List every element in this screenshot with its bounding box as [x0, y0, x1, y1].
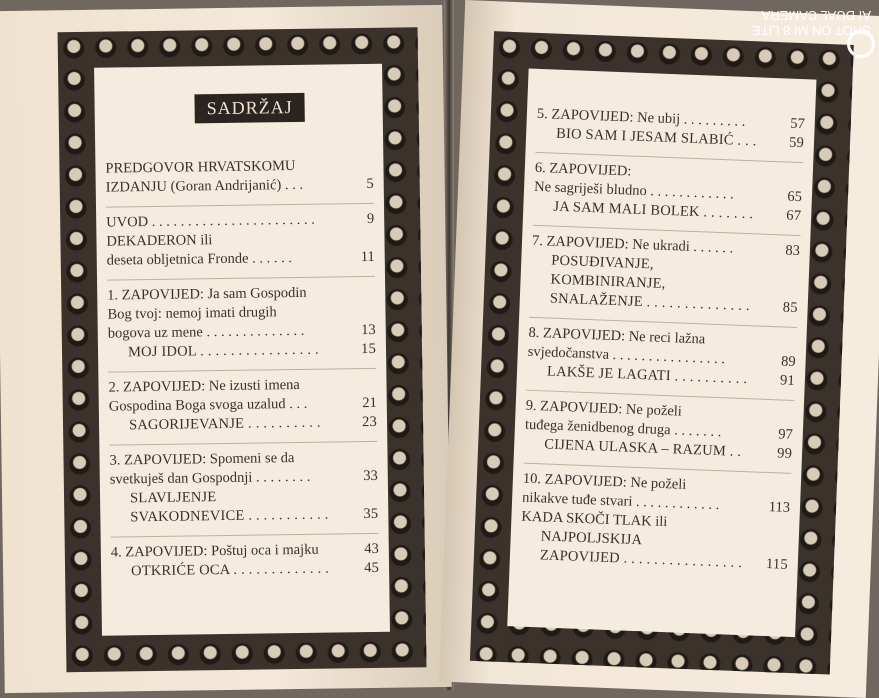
toc-entry: [107, 283, 376, 363]
entry-divider: [109, 441, 377, 446]
toc-page-number: [355, 283, 375, 302]
toc-line-text: POSUĐIVANJE,: [551, 252, 654, 273]
toc-page-number: 9: [366, 210, 375, 227]
entry-divider: [106, 203, 374, 208]
entry-divider: [111, 533, 379, 538]
toc-line-text: OTKRIĆE OCA . . . . . . . . . . . . .: [130, 560, 330, 580]
toc-line-text: IZDANJU (Goran Andrijanić) . . .: [105, 176, 304, 196]
toc-line-text: nikakve tuđe stvari . . . . . . . . . . . .: [521, 489, 720, 514]
toc-page-number: 5: [366, 175, 374, 192]
toc-line-text: KOMBINIRANJE,: [550, 271, 666, 292]
toc-line-text: 2. ZAPOVIJED: Ne izusti imena: [108, 376, 300, 396]
toc-line-text: BIO SAM I JESAM SLABIĆ . . .: [555, 125, 757, 150]
toc-line-text: bogova uz mene . . . . . . . . . . . . . .: [107, 322, 305, 342]
toc-page-number: 57: [789, 115, 806, 133]
toc-entry: [533, 159, 803, 226]
toc-line-text: NAJPOLJSKIJA: [540, 528, 643, 549]
toc-panel: [94, 64, 390, 636]
toc-page-number: 97: [777, 426, 794, 443]
toc-page-number: [354, 229, 374, 248]
toc-page-number: [769, 517, 790, 537]
toc-page-number: 59: [788, 134, 805, 152]
toc-line: [109, 413, 377, 436]
toc-page-number: 85: [782, 299, 798, 317]
toc-page-number: 43: [364, 540, 379, 558]
toc-page-number: 23: [362, 413, 378, 431]
toc-page-number: [768, 536, 789, 556]
page-title: SADRŽAJ: [194, 93, 304, 124]
toc-page-number: [778, 279, 799, 299]
toc-line-text: svetkuješ dan Gospodnji . . . . . . . .: [109, 468, 311, 488]
toc-entry: [520, 470, 791, 575]
toc-page-number: 33: [363, 467, 378, 485]
table-of-contents: [105, 156, 379, 591]
toc-entry: [527, 324, 797, 391]
toc-line-text: Bog tvoj: nemoj imati drugih: [107, 304, 277, 323]
toc-line-text: svjedočanstva . . . . . . . . . . . . . . . .: [527, 343, 726, 368]
toc-entry: [529, 232, 800, 318]
toc-line: [110, 505, 378, 528]
toc-page-number: [770, 479, 791, 499]
toc-entry: [536, 105, 805, 153]
toc-entry: [524, 397, 794, 464]
toc-line-text: 7. ZAPOVIJED: Ne ukradi . . . . . .: [531, 232, 734, 257]
toc-page-number: [353, 156, 373, 175]
toc-page-number: 65: [787, 188, 803, 206]
toc-page-number: [776, 333, 797, 353]
toc-page-number: [779, 260, 800, 280]
toc-entry: [109, 448, 378, 528]
toc-line-text: DEKADERON ili: [106, 232, 213, 250]
toc-entry: [108, 375, 377, 436]
toc-page-number: 91: [779, 372, 796, 389]
toc-line: [111, 559, 379, 582]
toc-page-number: 83: [785, 242, 801, 260]
toc-line-text: KADA SKOČI TLAK ili: [521, 508, 668, 531]
toc-line-text: JA SAM MALI BOLEK . . . . . . .: [553, 198, 754, 223]
left-page: [0, 5, 452, 693]
toc-line-text: PREDGOVOR HRVATSKOMU: [105, 157, 296, 177]
toc-line-text: deseta obljetnica Fronde . . . . . .: [106, 250, 293, 269]
ornamental-border: [470, 31, 854, 674]
right-page: [439, 0, 879, 698]
toc-line-text: MOJ IDOL . . . . . . . . . . . . . . . .: [127, 341, 319, 361]
toc-entry: [106, 210, 375, 271]
toc-page-number: [773, 406, 794, 426]
toc-line-text: tuđega ženidbenog druga . . . . . . .: [524, 416, 722, 441]
toc-page-number: [358, 486, 378, 505]
toc-page-number: [355, 302, 375, 321]
ornamental-border: [58, 27, 427, 672]
toc-line-text: SLAVLJENJE: [129, 489, 217, 507]
toc-line: [107, 248, 375, 271]
toc-line-text: 5. ZAPOVIJED: Ne ubij . . . . . . . . .: [536, 105, 746, 130]
toc-line-text: CIJENA ULASKA – RAZUM . .: [543, 436, 742, 460]
toc-page-number: 113: [768, 499, 791, 516]
toc-line-text: 1. ZAPOVIJED: Ja sam Gospodin: [107, 284, 307, 304]
toc-line-text: SNALAŽENJE . . . . . . . . . . . . . .: [549, 290, 751, 315]
toc-line: [108, 340, 376, 363]
toc-line-text: 4. ZAPOVIJED: Poštuj oca i majku: [110, 541, 319, 561]
toc-line-text: 8. ZAPOVIJED: Ne reci lažna: [528, 324, 706, 348]
toc-page-number: [357, 448, 377, 467]
toc-page-number: 21: [362, 394, 377, 412]
toc-page-number: 13: [361, 321, 376, 339]
watermark-line: SHOT ON MI 8 LITE: [752, 23, 871, 38]
toc-panel: [507, 69, 816, 638]
toc-line-text: ZAPOVIJED . . . . . . . . . . . . . . . .: [539, 547, 743, 572]
entry-divider: [108, 368, 376, 373]
watermark-circle-icon: [847, 30, 875, 58]
toc-page-number: 35: [363, 505, 379, 523]
table-of-contents: [519, 105, 805, 584]
toc-page-number: 115: [765, 556, 789, 573]
toc-page-number: 89: [780, 353, 796, 370]
toc-page-number: [356, 375, 376, 394]
toc-page-number: 45: [364, 559, 380, 577]
entry-divider: [107, 276, 375, 281]
toc-page-number: [782, 168, 803, 188]
toc-line: [106, 175, 374, 198]
toc-page-number: 11: [360, 248, 375, 266]
toc-line-text: 10. ZAPOVIJED: Ne poželi: [522, 470, 687, 493]
toc-line-text: SVAKODNEVICE . . . . . . . . . . .: [130, 506, 329, 526]
toc-line-text: LAKŠE JE LAGATI . . . . . . . . . .: [546, 363, 748, 388]
toc-page-number: 15: [360, 340, 377, 358]
watermark-line: AI DUAL CAMERA: [761, 8, 871, 23]
toc-line-text: UVOD . . . . . . . . . . . . . . . . . . . . . . .: [106, 211, 315, 231]
toc-page-number: 99: [776, 445, 793, 462]
toc-line-text: 6. ZAPOVIJED:: [534, 159, 632, 180]
toc-page-number: 67: [785, 207, 802, 225]
toc-line-text: Ne sagriješi bludno . . . . . . . . . . . .: [533, 178, 735, 203]
toc-line-text: 3. ZAPOVIJED: Spomeni se da: [109, 450, 295, 469]
toc-entry: [105, 156, 374, 198]
toc-entry: [111, 540, 380, 582]
toc-line-text: 9. ZAPOVIJED: Ne poželi: [525, 397, 683, 420]
toc-line-text: SAGORIJEVANJE . . . . . . . . . .: [128, 414, 321, 434]
toc-line-text: Gospodina Boga svoga uzalud . . .: [108, 395, 308, 415]
